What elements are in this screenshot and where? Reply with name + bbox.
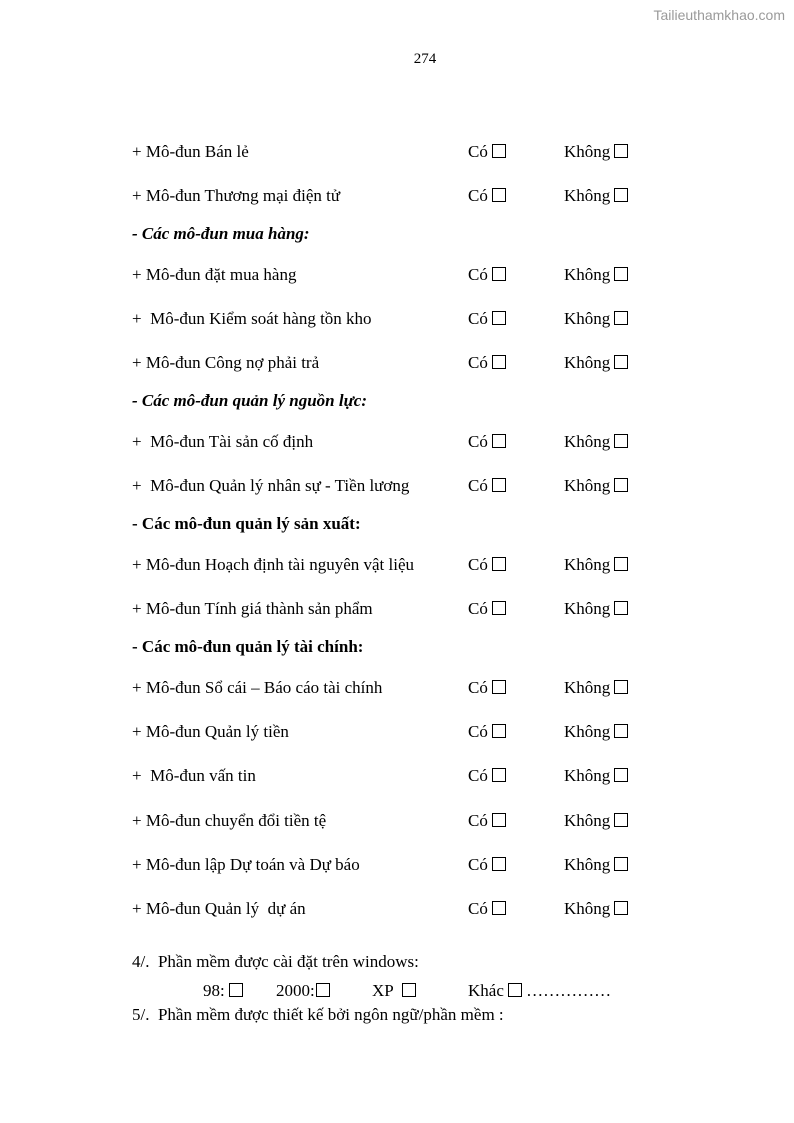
yes-checkbox[interactable]: [492, 857, 506, 871]
module-row: [0, 352, 794, 374]
yes-checkbox[interactable]: [492, 355, 506, 369]
option-yes: Có: [468, 765, 506, 787]
option-yes: Có: [468, 854, 506, 876]
no-checkbox[interactable]: [614, 901, 628, 915]
section-heading-purchasing: - Các mô-đun mua hàng:: [132, 224, 310, 243]
no-checkbox[interactable]: [614, 478, 628, 492]
yes-checkbox[interactable]: [492, 267, 506, 281]
option-no: Không: [564, 431, 628, 453]
option-yes: Có: [468, 721, 506, 743]
os-option-2000: 2000:: [276, 980, 330, 1002]
no-checkbox[interactable]: [614, 355, 628, 369]
yes-checkbox[interactable]: [492, 901, 506, 915]
option-no: Không: [564, 185, 628, 207]
os-option-xp: XP: [372, 980, 416, 1002]
option-no: Không: [564, 264, 628, 286]
section-heading-finance: - Các mô-đun quản lý tài chính:: [132, 637, 364, 656]
option-yes: Có: [468, 352, 506, 374]
option-yes: Có: [468, 475, 506, 497]
no-checkbox[interactable]: [614, 434, 628, 448]
module-row: [0, 475, 794, 497]
os-2000-checkbox[interactable]: [316, 983, 330, 997]
section-heading-resources: - Các mô-đun quản lý nguồn lực:: [132, 391, 367, 410]
question-4: 4/. Phần mềm được cài đặt trên windows:: [132, 952, 419, 971]
module-row: [0, 185, 794, 207]
option-no: Không: [564, 141, 628, 163]
module-row: [0, 264, 794, 286]
os-xp-checkbox[interactable]: [402, 983, 416, 997]
option-no: Không: [564, 475, 628, 497]
yes-checkbox[interactable]: [492, 144, 506, 158]
module-row: [0, 854, 794, 876]
module-label: + Mô-đun Bán lẻ: [132, 142, 249, 161]
yes-checkbox[interactable]: [492, 188, 506, 202]
yes-checkbox[interactable]: [492, 813, 506, 827]
yes-checkbox[interactable]: [492, 724, 506, 738]
other-fill-dots: ……………: [526, 981, 612, 1000]
module-label: + Mô-đun chuyển đổi tiền tệ: [132, 811, 327, 830]
yes-checkbox[interactable]: [492, 601, 506, 615]
module-label: + Mô-đun Công nợ phải trả: [132, 353, 320, 372]
question-5: 5/. Phần mềm được thiết kế bởi ngôn ngữ/phần mềm :: [132, 1005, 504, 1024]
module-row: [0, 721, 794, 743]
no-checkbox[interactable]: [614, 857, 628, 871]
module-label: + Mô-đun Quản lý tiền: [132, 722, 289, 741]
option-no: Không: [564, 721, 628, 743]
module-row: [0, 677, 794, 699]
option-no: Không: [564, 308, 628, 330]
yes-checkbox[interactable]: [492, 557, 506, 571]
no-checkbox[interactable]: [614, 144, 628, 158]
yes-checkbox[interactable]: [492, 478, 506, 492]
option-no: Không: [564, 810, 628, 832]
module-label: + Mô-đun đặt mua hàng: [132, 265, 297, 284]
option-yes: Có: [468, 677, 506, 699]
module-label: + Mô-đun Quản lý dự án: [132, 899, 306, 918]
option-no: Không: [564, 898, 628, 920]
no-checkbox[interactable]: [614, 557, 628, 571]
option-yes: Có: [468, 185, 506, 207]
yes-checkbox[interactable]: [492, 680, 506, 694]
module-label: + Mô-đun Tính giá thành sản phẩm: [132, 599, 373, 618]
option-yes: Có: [468, 431, 506, 453]
option-no: Không: [564, 677, 628, 699]
yes-checkbox[interactable]: [492, 768, 506, 782]
option-yes: Có: [468, 264, 506, 286]
os-other-checkbox[interactable]: [508, 983, 522, 997]
module-row: [0, 554, 794, 576]
module-row: [0, 810, 794, 832]
option-yes: Có: [468, 141, 506, 163]
module-label: + Mô-đun vấn tin: [132, 766, 256, 785]
os-option-other: Khác ……………: [468, 981, 612, 1000]
module-label: + Mô-đun Quản lý nhân sự - Tiền lương: [132, 476, 410, 495]
option-no: Không: [564, 554, 628, 576]
yes-checkbox[interactable]: [492, 311, 506, 325]
no-checkbox[interactable]: [614, 768, 628, 782]
module-label: + Mô-đun lập Dự toán và Dự báo: [132, 855, 360, 874]
module-row: [0, 141, 794, 163]
os-option-98: 98:: [203, 980, 243, 1002]
no-checkbox[interactable]: [614, 724, 628, 738]
module-label: + Mô-đun Kiểm soát hàng tồn kho: [132, 309, 372, 328]
no-checkbox[interactable]: [614, 311, 628, 325]
no-checkbox[interactable]: [614, 267, 628, 281]
option-yes: Có: [468, 898, 506, 920]
option-yes: Có: [468, 810, 506, 832]
option-no: Không: [564, 352, 628, 374]
no-checkbox[interactable]: [614, 813, 628, 827]
option-no: Không: [564, 598, 628, 620]
module-label: + Mô-đun Hoạch định tài nguyên vật liệu: [132, 555, 415, 574]
no-checkbox[interactable]: [614, 188, 628, 202]
section-heading-production: - Các mô-đun quản lý sản xuất:: [132, 514, 361, 533]
option-yes: Có: [468, 598, 506, 620]
module-row: [0, 308, 794, 330]
module-label: + Mô-đun Sổ cái – Báo cáo tài chính: [132, 678, 383, 697]
module-label: + Mô-đun Thương mại điện tử: [132, 186, 341, 205]
page-number: 274: [413, 51, 437, 67]
watermark: Tailieuthamkhao.com: [653, 7, 785, 23]
module-row: [0, 898, 794, 920]
yes-checkbox[interactable]: [492, 434, 506, 448]
os-98-checkbox[interactable]: [229, 983, 243, 997]
option-no: Không: [564, 854, 628, 876]
module-row: [0, 431, 794, 453]
module-row: [0, 598, 794, 620]
option-yes: Có: [468, 554, 506, 576]
option-no: Không: [564, 765, 628, 787]
module-label: + Mô-đun Tài sản cố định: [132, 432, 314, 451]
module-row: [0, 765, 794, 787]
no-checkbox[interactable]: [614, 601, 628, 615]
no-checkbox[interactable]: [614, 680, 628, 694]
option-yes: Có: [468, 308, 506, 330]
